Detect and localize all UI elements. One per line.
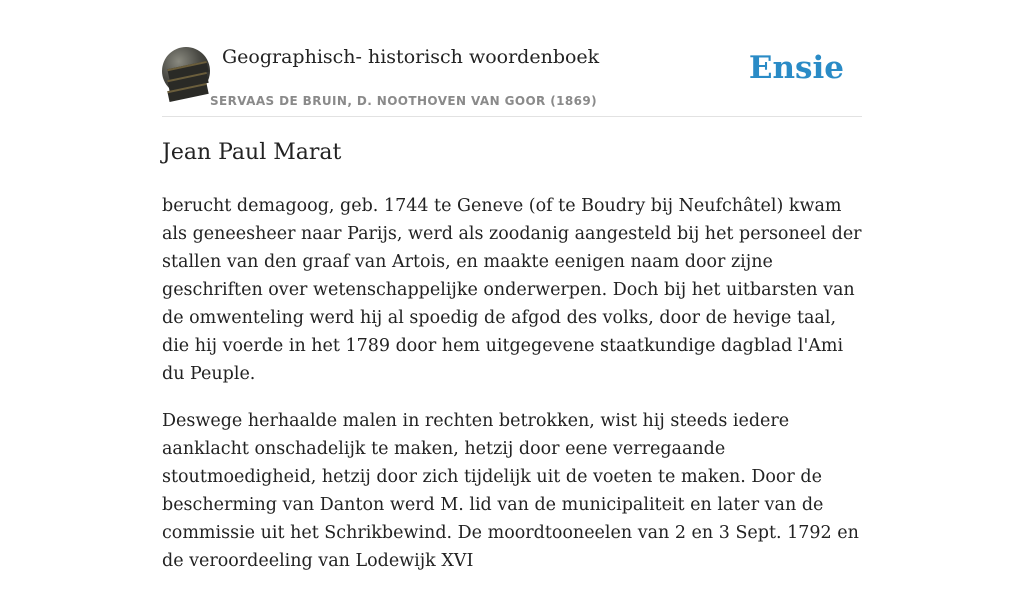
source-authors: SERVAAS DE BRUIN, D. NOOTHOVEN VAN GOOR (1869) xyxy=(210,94,598,108)
paragraph: berucht demagoog, geb. 1744 te Geneve (of te Boudry bij Neufchâtel) kwam als geneesheer naar Parijs, werd als zoodanig aangesteld bij het personeel der stallen van den graaf van Artois, en maakte eenigen naam door zijne geschriften over wetenschappelijke onderwerpen. Doch bij het uitbarsten van de omwenteling werd hij al spoedig de afgod des volks, door de hevige taal, die hij voerde in het 1789 door hem uitgegevene staatkundige dagblad l'Ami du Peuple. xyxy=(162,196,862,384)
paragraph: Deswege herhaalde malen in rechten betrokken, wist hij steeds iedere aanklacht onschadelijk te maken, hetzij door eene verregaande stoutmoedigheid, hetzij door zich tijdelijk uit de voeten te maken. Door de bescherming van Danton werd M. lid van de municipaliteit en later van de commissie uit het Schrikbewind. De moordtooneelen van 2 en 3 Sept. 1792 en de veroordeeling van Lodewijk XVI xyxy=(162,411,859,571)
book-stack-icon[interactable] xyxy=(162,47,210,95)
source-title[interactable]: Geographisch- historisch woordenboek xyxy=(222,46,600,68)
entry-title: Jean Paul Marat xyxy=(162,140,342,165)
brand-logo[interactable]: Ensie xyxy=(748,50,844,86)
header xyxy=(162,44,862,117)
entry-body xyxy=(162,192,862,594)
